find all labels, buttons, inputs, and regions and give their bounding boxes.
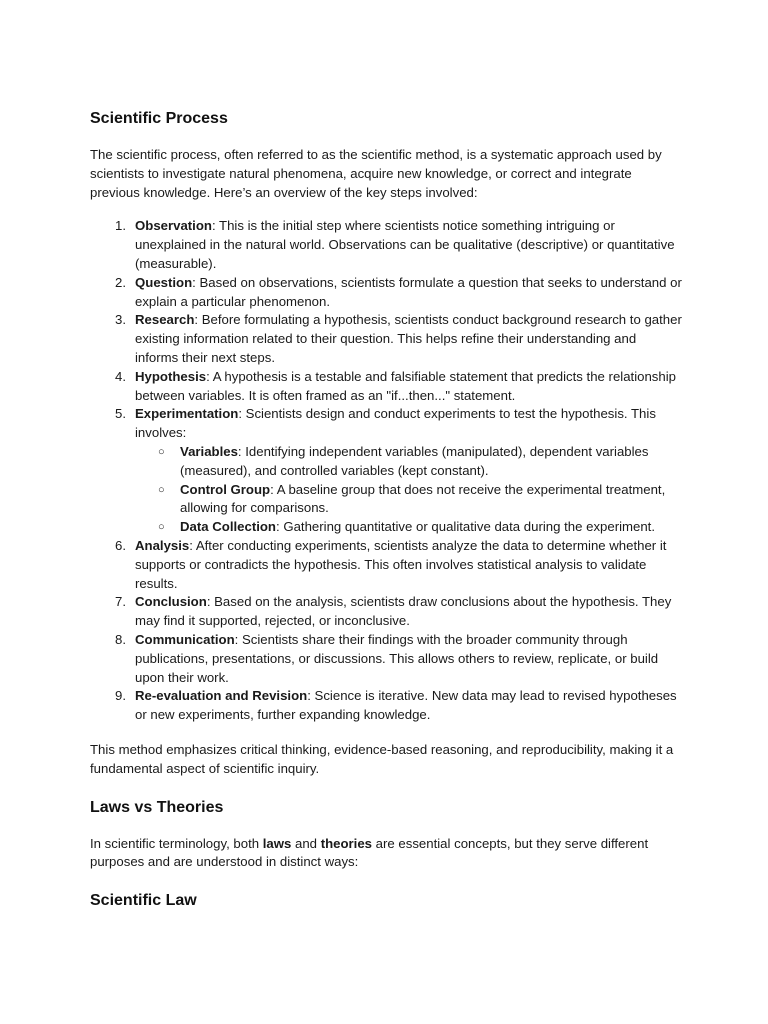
step-term: Hypothesis <box>135 368 207 384</box>
step-text: : A hypothesis is a testable and falsifiable statement that predicts the relationship between variables. It is often framed as an "if...then..." statement. <box>135 368 676 403</box>
step-text: : Science is iterative. New data may lead to revised hypotheses or new experiments, further expanding knowledge. <box>135 688 677 723</box>
list-number: 3. <box>115 312 126 328</box>
list-item <box>90 405 682 537</box>
step-text: : Based on the analysis, scientists draw conclusions about the hypothesis. They may find it supported, rejected, or inconclusive. <box>135 594 672 629</box>
step-text: : This is the initial step where scientists notice something intriguing or unexplained in the natural world. Observations can be qualitative (descriptive) or quantitative (measurable). <box>135 218 675 271</box>
list-item <box>90 217 682 273</box>
step-term: Experimentation <box>135 406 239 422</box>
list-number: 8. <box>115 631 126 647</box>
step-term: Analysis <box>135 537 190 553</box>
term-laws: laws <box>262 835 292 851</box>
list-number: 1. <box>115 218 126 234</box>
substep-text: : A baseline group that does not receive the experimental treatment, allowing for comparisons. <box>180 481 666 516</box>
hollow-bullet-icon: ○ <box>158 521 165 534</box>
list-number: 7. <box>115 594 126 610</box>
laws-theories-paragraph <box>90 835 682 873</box>
hollow-bullet-icon: ○ <box>158 445 165 458</box>
step-term: Conclusion <box>135 594 207 610</box>
list-number: 2. <box>115 274 126 290</box>
substep-text: : Identifying independent variables (manipulated), dependent variables (measured), and controlled variables (kept constant). <box>180 443 649 478</box>
step-text: : After conducting experiments, scientists analyze the data to determine whether it supports or contradicts the hypothesis. This often involves statistical analysis to validate results. <box>135 537 667 591</box>
sub-list-item <box>135 481 682 519</box>
list-number: 6. <box>115 537 126 553</box>
term-theories: theories <box>320 835 372 851</box>
step-text: : Based on observations, scientists formulate a question that seeks to understand or explain a particular phenomenon. <box>135 274 682 309</box>
list-item <box>90 368 682 406</box>
sub-list-item <box>135 443 682 481</box>
list-item <box>90 687 682 725</box>
substep-text: : Gathering quantitative or qualitative data during the experiment. <box>276 519 656 535</box>
step-text: : Before formulating a hypothesis, scientists conduct background research to gather existing information related to their question. This helps refine their understanding and informs their next steps. <box>135 312 682 365</box>
intro-text: and <box>291 835 321 851</box>
step-text: : Scientists share their findings with the broader community through publications, presentations, or discussions. This allows others to review, replicate, or build upon their work. <box>135 631 659 685</box>
list-item <box>90 311 682 367</box>
intro-paragraph: The scientific process, often referred to as the scientific method, is a systematic approach used by scientists to investigate natural phenomena, acquire new knowledge, or correct and integrate previous knowledge. Here’s an overview of the key steps involved: <box>90 147 662 200</box>
list-item <box>90 593 682 631</box>
step-term: Research <box>135 312 195 328</box>
step-term: Question <box>135 274 193 290</box>
list-number: 4. <box>115 368 126 384</box>
heading-scientific-law: Scientific Law <box>90 892 197 910</box>
steps-list <box>90 217 682 725</box>
closing-paragraph: This method emphasizes critical thinking, evidence-based reasoning, and reproducibility, making it a fundamental aspect of scientific inquiry. <box>90 741 674 776</box>
substep-term: Data Collection <box>180 519 276 535</box>
hollow-bullet-icon: ○ <box>158 483 165 496</box>
intro-text: are essential concepts, but they serve different purposes and are understood in distinct ways: <box>90 835 649 870</box>
list-item <box>90 631 682 687</box>
step-term: Communication <box>135 631 235 647</box>
substep-term: Variables <box>180 443 238 459</box>
step-term: Observation <box>135 218 212 234</box>
intro-text: In scientific terminology, both <box>90 835 263 851</box>
substep-term: Control Group <box>180 481 271 497</box>
list-item <box>90 274 682 312</box>
list-item <box>90 537 682 593</box>
document-page <box>90 108 682 912</box>
list-number: 9. <box>115 688 126 704</box>
list-number: 5. <box>115 406 126 422</box>
step-term: Re-evaluation and Revision <box>135 688 308 704</box>
heading-laws-vs-theories: Laws vs Theories <box>90 798 224 816</box>
heading-scientific-process: Scientific Process <box>90 110 228 127</box>
substeps-list <box>135 443 682 537</box>
step-text: : Scientists design and conduct experiments to test the hypothesis. This involves: <box>135 406 656 441</box>
sub-list-item <box>135 518 682 537</box>
